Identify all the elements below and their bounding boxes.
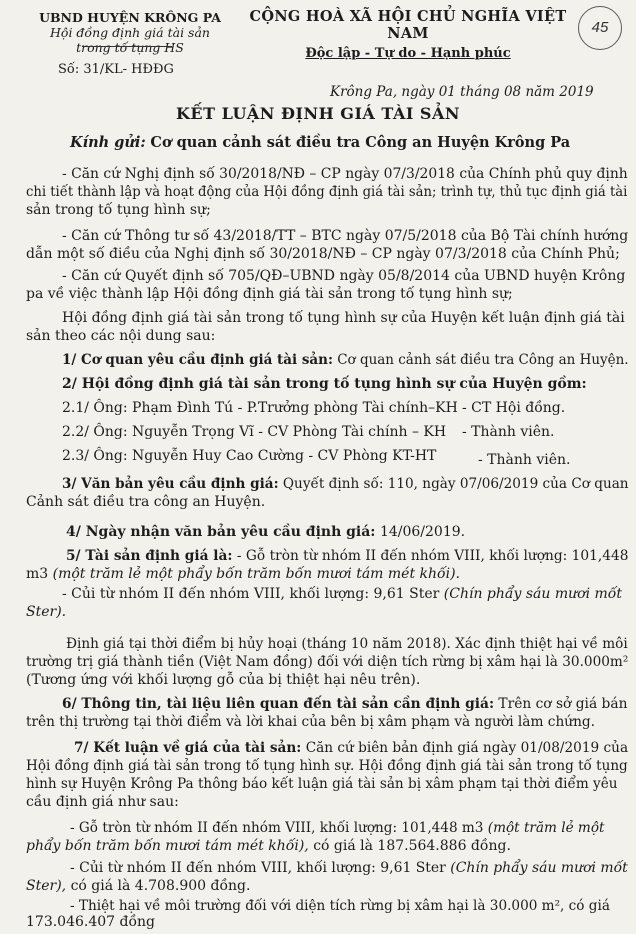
body-line: - Căn cứ Thông tư số 43/2018/TT – BTC ngày 07/5/2018 của Bộ Tài chính hướng	[62, 228, 629, 244]
section-7-text: Căn cứ biên bản định giá ngày 01/08/2019 của	[305, 740, 629, 756]
document-number: Số: 31/KL- HĐĐG	[58, 62, 174, 77]
result-environment: - Thiệt hại về môi trường đối với diện tích rừng bị xâm hại là 30.000 m², có giá	[70, 898, 610, 914]
body-line: sản theo các nội dung sau:	[26, 328, 216, 344]
section-1-text: Cơ quan cảnh sát điều tra Công an Huyện.	[337, 352, 629, 368]
section-7-line: hình sự Huyện Krông Pa thông báo kết luận giá tài sản bị xâm phạm tại thời điểm yêu	[26, 776, 618, 792]
org-line-2: Hội đồng định giá tài sản	[50, 25, 210, 40]
result-firewood	[70, 860, 628, 877]
recipient-name: Cơ quan cảnh sát điều tra Công an Huyện Krông Pa	[150, 134, 571, 151]
recipient-line	[70, 134, 570, 152]
section-6-text-cont: trên thị trường tại thời điểm và lời khai của bên bị xâm phạm và người làm chứng.	[26, 714, 596, 730]
body-line: - Căn cứ Nghị định số 30/2018/NĐ – CP ngày 07/3/2018 của Chính phủ quy định	[62, 166, 628, 182]
member-3-role: - Thành viên.	[478, 452, 571, 468]
section-1	[62, 352, 629, 369]
section-4-heading: 4/ Ngày nhận văn bản yêu cầu định giá:	[66, 524, 376, 540]
result-firewood-volume: - Củi từ nhóm II đến nhóm VIII, khối lượng: 9,61 Ster	[70, 860, 446, 876]
member-2: 2.2/ Ông: Nguyễn Trọng Vĩ - CV Phòng Tài chính – KH	[62, 424, 447, 440]
recipient-label: Kính gửi:	[70, 134, 146, 151]
member-1: 2.1/ Ông: Phạm Đình Tú - P.Trưởng phòng Tài chính–KH	[62, 400, 458, 416]
valuation-line: Định giá tại thời điểm bị hủy hoại (tháng 10 năm 2018). Xác định thiệt hại về môi	[66, 636, 628, 652]
member-1-role: - CT Hội đồng.	[462, 400, 566, 416]
result-timber-words-cont: phẩy bốn trăm bốn mươi tám mét khối),	[26, 838, 309, 854]
section-2-heading: 2/ Hội đồng định giá tài sản trong tố tụng hình sự của Huyện gồm:	[62, 376, 587, 392]
org-line-1: UBND HUYỆN KRÔNG PA	[39, 10, 221, 25]
result-firewood-cont	[26, 878, 250, 895]
section-3-text: Quyết định số: 110, ngày 07/06/2019 của Cơ quan	[282, 476, 629, 492]
place-date: Krông Pa, ngày 01 tháng 08 năm 2019	[330, 84, 594, 100]
section-5-line-2	[26, 566, 460, 583]
section-3-heading: 3/ Văn bản yêu cầu định giá:	[62, 476, 279, 492]
result-firewood-price: có giá là 4.708.900 đồng.	[70, 878, 251, 894]
member-3: 2.3/ Ông: Nguyễn Huy Cao Cường - CV Phòng KT-HT	[62, 448, 437, 464]
org-line-3: trong tố tụng HS	[76, 40, 184, 55]
firewood-volume: - Củi từ nhóm II đến nhóm VIII, khối lượng: 9,61 Ster	[62, 586, 440, 602]
unit-m3: m3	[26, 566, 49, 582]
section-3	[62, 476, 629, 493]
body-line: sản trong tố tụng hình sự;	[26, 202, 211, 218]
body-line: pa về việc thành lập Hội đồng định giá tài sản trong tố tụng hình sự;	[26, 286, 513, 302]
section-6	[62, 696, 627, 713]
result-firewood-words-cont: Ster),	[26, 878, 67, 894]
volume-in-words: (một trăm lẻ một phẩy bốn trăm bốn mươi tám mét khối).	[52, 566, 461, 582]
body-line: - Căn cứ Quyết định số 705/QĐ–UBND ngày 05/8/2014 của UBND huyện Krông	[62, 268, 626, 284]
national-motto: Độc lập - Tự do - Hạnh phúc	[305, 46, 511, 61]
body-line: Hội đồng định giá tài sản trong tố tụng hình sự của Huyện kết luận định giá tài	[62, 310, 625, 326]
firewood-in-words: (Chín phẩy sáu mươi mốt	[443, 586, 622, 602]
section-5-line-3	[62, 586, 622, 603]
result-timber-words: (một trăm lẻ một	[487, 820, 605, 836]
section-7-heading: 7/ Kết luận về giá của tài sản:	[74, 740, 302, 756]
result-timber-price: có giá là 187.564.886 đồng.	[313, 838, 511, 854]
section-7	[74, 740, 628, 757]
page-number-stamp	[578, 6, 622, 50]
section-4-text: 14/06/2019.	[379, 524, 466, 540]
national-header	[228, 8, 588, 61]
body-line: chi tiết thành lập và hoạt động của Hội đồng định giá tài sản; trình tự, thủ tục định giá tài	[26, 184, 628, 200]
result-timber-cont	[26, 838, 511, 855]
member-2-role: - Thành viên.	[462, 424, 555, 440]
section-5-text: - Gỗ tròn từ nhóm II đến nhóm VIII, khối lượng: 101,448	[236, 548, 629, 564]
result-timber	[70, 820, 604, 837]
document-title: KẾT LUẬN ĐỊNH GIÁ TÀI SẢN	[175, 104, 461, 123]
country-name: CỘNG HOÀ XÃ HỘI CHỦ NGHĨA VIỆT NAM	[249, 8, 567, 42]
section-5-line-4: Ster).	[26, 604, 67, 620]
issuing-organization	[30, 10, 230, 55]
valuation-line: trường trị giá thành tiền (Việt Nam đồng) đối với diện tích rừng bị xâm hại là 30.000m²	[26, 654, 629, 670]
header-underline	[82, 46, 172, 47]
page-number: 45	[591, 19, 609, 36]
section-7-line: cầu định giá như sau:	[26, 794, 179, 810]
body-line: dẫn một số điều của Nghị định số 30/2018/NĐ – CP ngày 07/3/2018 của Chính Phủ;	[26, 246, 620, 262]
valuation-line: (Tương ứng với khối lượng gỗ của bị thiệt hại nêu trên).	[26, 672, 421, 688]
result-environment-price: 173.046.407 đồng	[26, 914, 156, 930]
result-firewood-words: (Chín phẩy sáu mươi mốt	[450, 860, 628, 876]
section-5	[66, 548, 628, 565]
section-3-text-cont: Cảnh sát điều tra công an Huyện.	[26, 494, 266, 510]
section-1-heading: 1/ Cơ quan yêu cầu định giá tài sản:	[62, 352, 333, 368]
section-4	[66, 524, 465, 541]
section-6-heading: 6/ Thông tin, tài liệu liên quan đến tài sản cần định giá:	[62, 696, 495, 712]
section-6-text: Trên cơ sở giá bán	[498, 696, 628, 712]
result-timber-volume: - Gỗ tròn từ nhóm II đến nhóm VIII, khối lượng: 101,448 m3	[70, 820, 484, 836]
section-7-line: Hội đồng định giá tài sản trong tố tụng hình sự. Hội đồng định giá tài sản trong tố tụng	[26, 758, 628, 774]
section-5-heading: 5/ Tài sản định giá là:	[66, 548, 233, 564]
